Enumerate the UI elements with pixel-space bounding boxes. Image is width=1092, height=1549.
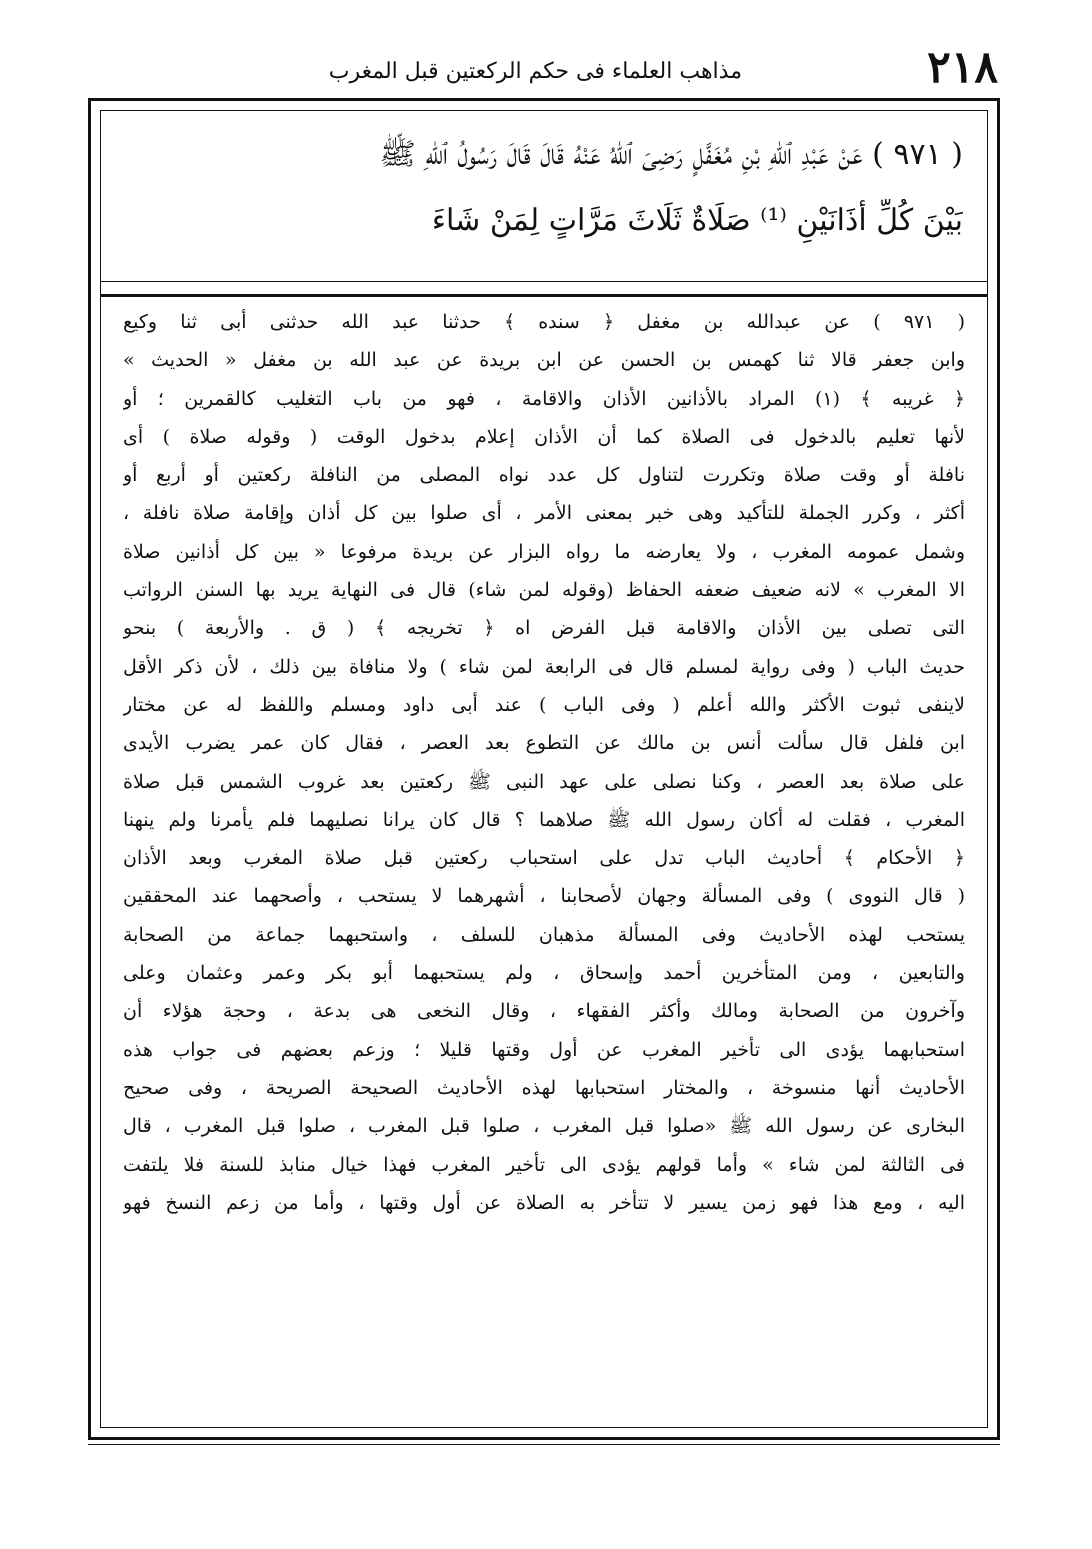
commentary-line: حديث الباب ( وفى رواية لمسلم قال فى الرابعة لمن شاء ) ولا منافاة بين ذلك ، لأن ذكر الأقل	[123, 655, 965, 678]
bottom-rule	[88, 1444, 1000, 1449]
commentary-line: ابن فلفل قال سألت أنس بن مالك عن التطوع بعد العصر ، فقال كان عمر يضرب الأيدى	[123, 732, 965, 755]
section-divider	[101, 281, 987, 297]
commentary-line: لأنها تعليم بالدخول فى الصلاة كما أن الأذان إعلام بدخول الوقت ( وقوله صلاة ) أى	[123, 425, 965, 448]
hadith-line: ( ٩٧١ ) عَنْ عَبْدِ ٱللّٰهِ بْنِ مُغَفَّلٍ رَضِىَ ٱللّٰهُ عَنْهُ قَالَ قَالَ رَسُولُ ٱللّٰهِ ﷺ	[379, 137, 963, 172]
commentary-line: استحبابهما يؤدى الى تأخير المغرب عن أول وقتها قليلا ؛ وزعم بعضهم فى جواب هذه	[123, 1038, 965, 1061]
commentary-text	[123, 303, 965, 1222]
commentary-line: يستحب لهذه الأحاديث وفى المسألة مذهبان للسلف ، واستحبهما جماعة من الصحابة	[123, 923, 965, 946]
hadith-line: بَيْنَ كُلِّ أَذَانَيْنِ ⁽¹⁾ صَلَاةٌ ثَلَاثَ مَرَّاتٍ لِمَنْ شَاءَ	[431, 203, 963, 238]
commentary-line: وآخرون من الصحابة ومالك وأكثر الفقهاء ، وقال النخعى هى بدعة ، وحجة هؤلاء أن	[123, 1000, 965, 1023]
hadith-text	[101, 111, 987, 283]
commentary-line: وشمل عمومه المغرب ، ولا يعارضه ما رواه البزار عن بريدة مرفوعا « بين كل أذانين صلاة	[123, 540, 965, 563]
commentary-line: والتابعين ، ومن المتأخرين أحمد وإسحاق ، ولم يستحبهما أبو بكر وعمر وعثمان وعلى	[123, 962, 965, 985]
commentary-line: الأحاديث أنها منسوخة ، والمختار استحبابها لهذه الأحاديث الصحيحة الصريحة ، وفى صحيح	[123, 1076, 965, 1099]
commentary-line: لاينفى ثبوت الأكثر والله أعلم ( وفى الباب ) عند أبى داود ومسلم واللفظ له عن مختار	[123, 693, 965, 716]
commentary-line: أكثر ، وكرر الجملة للتأكيد وهى خبر بمعنى الأمر ، أى صلوا بين كل أذان وإقامة صلاة نافلة ،	[123, 502, 965, 525]
commentary-line: نافلة أو وقت صلاة وتكررت لتناول كل عدد نواه المصلى من النافلة ركعتين أو أربع أو	[123, 464, 965, 487]
commentary-line: ﴿ غريبه ﴾ (١) المراد بالأذانين الأذان والاقامة ، فهو من باب التغليب كالقمرين ؛ أو	[123, 387, 965, 410]
commentary-line: فى الثالثة لمن شاء » وأما قولهم يؤدى الى تأخير المغرب فهذا خيال منابذ للسنة فلا يلتفت	[123, 1153, 965, 1176]
commentary-line: المغرب ، فقلت له أكان رسول الله ﷺ صلاهما ؟ قال كان يرانا نصليهما فلم يأمرنا ولم ينهنا	[123, 808, 965, 831]
commentary-line: التى تصلى بين الأذان والاقامة قبل الفرض اه ﴿ تخريجه ﴾ ( ق . والأربعة ) بنحو	[123, 617, 965, 640]
commentary-line: ( ٩٧١ ) عن عبدالله بن مغفل ﴿ سنده ﴾ حدثنا عبد الله حدثنى أبى ثنا وكيع	[123, 311, 965, 333]
commentary-line: على صلاة بعد العصر ، وكنا نصلى على عهد النبى ﷺ ركعتين بعد غروب الشمس قبل صلاة	[123, 770, 965, 793]
inner-frame	[100, 110, 988, 1428]
commentary-line: ﴿ الأحكام ﴾ أحاديث الباب تدل على استحباب ركعتين قبل صلاة المغرب وبعد الأذان	[123, 847, 965, 870]
commentary-line: الا المغرب » لانه ضعيف ضعفه الحفاظ (وقوله لمن شاء) قال فى النهاية يريد بها السنن الرواتب	[123, 579, 965, 602]
commentary-line: ( قال النووى ) وفى المسألة وجهان لأصحابنا ، أشهرهما لا يستحب ، وأصحهما عند المحققين	[123, 885, 965, 908]
commentary-line: وابن جعفر قالا ثنا كهمس بن الحسن عن ابن بريدة عن عبد الله بن مغفل « الحديث »	[123, 349, 965, 372]
running-title: مذاهب العلماء فى حكم الركعتين قبل المغرب	[328, 59, 742, 84]
commentary-line: اليه ، ومع هذا فهو زمن يسير لا تتأخر به الصلاة عن أول وقتها ، وأما من زعم النسخ فهو	[123, 1191, 965, 1214]
page-frame	[88, 98, 1000, 1440]
commentary-line: البخارى عن رسول الله ﷺ «صلوا قبل المغرب ، صلوا قبل المغرب ، صلوا قبل المغرب ، قال	[123, 1115, 965, 1138]
page-header	[88, 42, 1004, 94]
page-number: ٢١٨	[927, 42, 998, 93]
